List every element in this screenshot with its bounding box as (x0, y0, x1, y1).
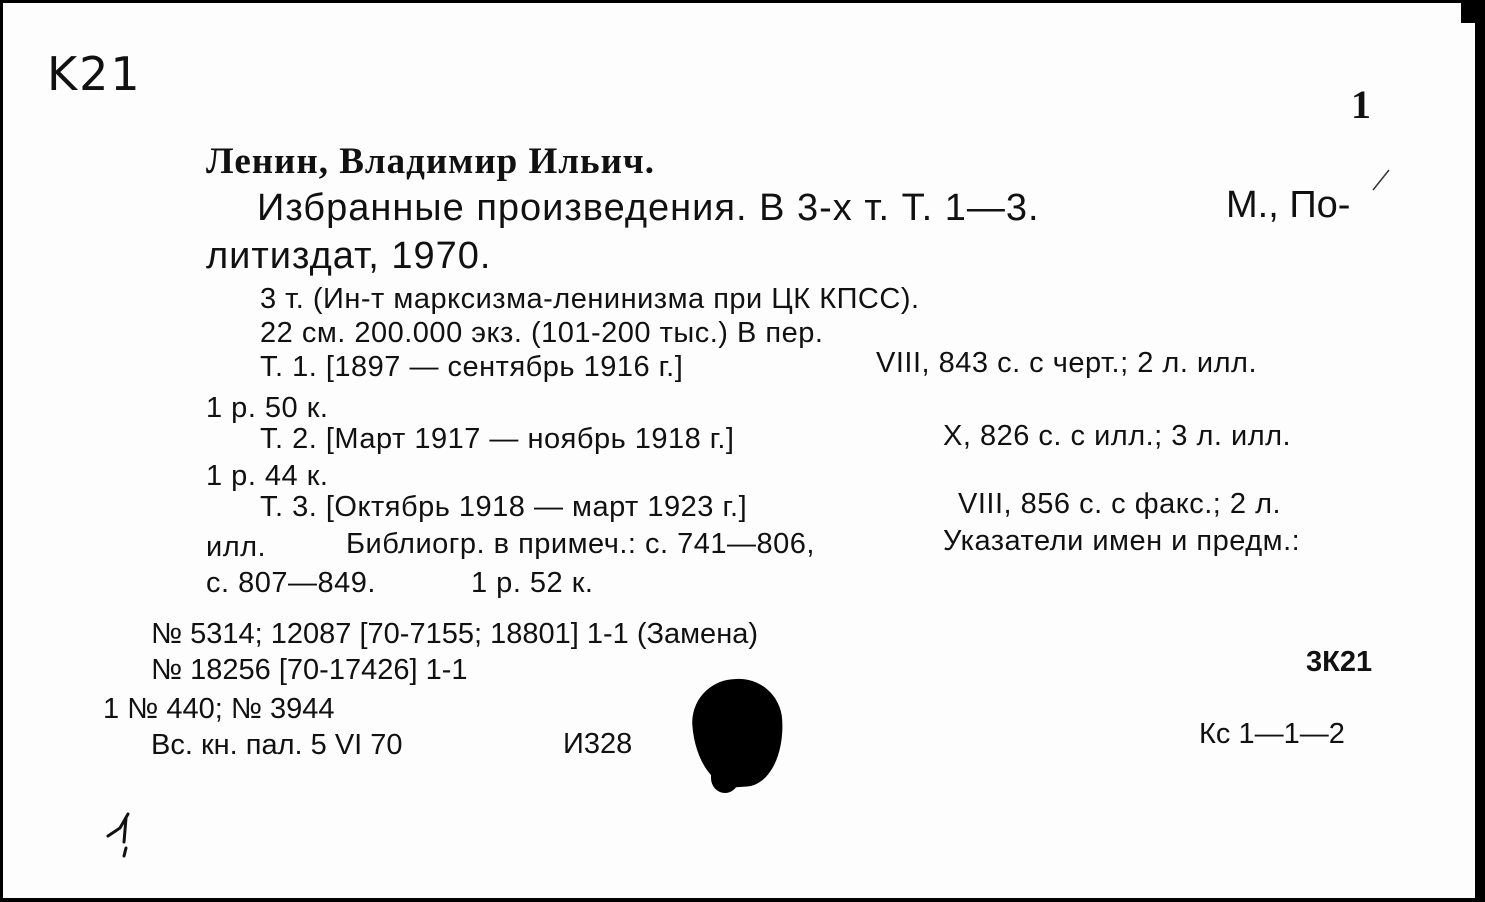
registration-line-3: 1 № 440; № 3944 (103, 693, 335, 725)
volume-3-illustrations: илл. (206, 531, 267, 563)
volume-3-price: 1 р. 52 к. (471, 567, 594, 599)
description-line-1: 3 т. (Ин-т марксизма-ленинизма при ЦК КПСС). (260, 283, 920, 315)
classification-index: Кс 1—1—2 (1199, 718, 1345, 750)
handwritten-code: K21 (47, 47, 142, 101)
card-number: 1 (1351, 82, 1371, 127)
registration-line-1: № 5314; 12087 [70-7155; 18801] 1-1 (Замена) (151, 618, 758, 650)
volume-1-pages: VIII, 843 с. с черт.; 2 л. илл. (876, 347, 1258, 379)
ink-blot-tail (711, 763, 739, 793)
description-line-2: 22 см. 200.000 экз. (101-200 тыс.) В пер. (260, 317, 824, 349)
order-code: И328 (563, 728, 633, 760)
title-line-1-publisher: М., По- (1226, 184, 1351, 226)
volume-1-price: 1 р. 50 к. (206, 392, 329, 424)
volume-3-index-pages: с. 807—849. (206, 567, 376, 599)
title-line-2: литиздат, 1970. (206, 235, 492, 277)
volume-2-price: 1 р. 44 к. (206, 460, 329, 492)
volume-3-heading: Т. 3. [Октябрь 1918 — март 1923 г.] (260, 491, 748, 523)
author-heading: Ленин, Владимир Ильич. (206, 141, 656, 182)
volume-3-bibliography: Библиогр. в примеч.: с. 741—806, (346, 528, 815, 560)
handwritten-mark (98, 808, 148, 863)
book-chamber-note: Вс. кн. пал. 5 VI 70 (151, 729, 403, 761)
card-corner-mark (1461, 3, 1475, 23)
classification-code: 3К21 (1306, 646, 1373, 678)
pencil-tick-mark (1371, 168, 1391, 192)
volume-3-indexes: Указатели имен и предм.: (943, 525, 1301, 557)
title-line-1: Избранные произведения. В 3-х т. Т. 1—3. (257, 187, 1040, 229)
volume-1-heading: Т. 1. [1897 — сентябрь 1916 г.] (260, 351, 684, 383)
volume-2-pages: X, 826 с. с илл.; 3 л. илл. (943, 420, 1292, 452)
registration-line-2: № 18256 [70-17426] 1-1 (151, 654, 468, 686)
volume-3-pages: VIII, 856 с. с факс.; 2 л. (958, 488, 1282, 520)
volume-2-heading: Т. 2. [Март 1917 — ноябрь 1918 г.] (260, 423, 735, 455)
